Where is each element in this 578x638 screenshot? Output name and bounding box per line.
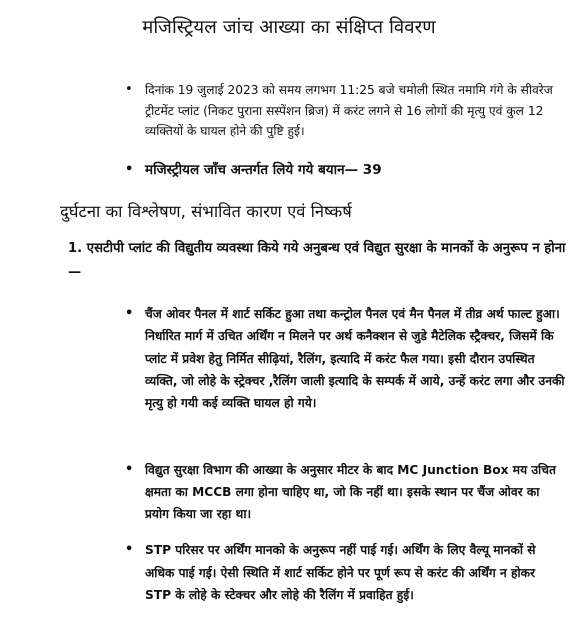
bullet-icon: • bbox=[125, 82, 133, 97]
list-item bbox=[125, 80, 565, 142]
list-item bbox=[125, 459, 565, 525]
list-item bbox=[125, 160, 565, 181]
bullet-icon: • bbox=[125, 462, 134, 477]
bullet-text: STP परिसर पर अर्थिंग मानको के अनुरूप नहीं पाई गई। अर्थिंग के लिए वैल्यू मानकों से अधिक पाई गई। ऐसी स्थिति में शार्ट सर्किट होने पर पूर्ण रूप से करंट की अर्थिंग न होकर STP के लोहे के स्टेक्चर और लोहे की रैलिंग में प्रवाहित हुई। bbox=[145, 543, 536, 603]
bullet-text: दिनांक 19 जुलाई 2023 को समय लगभग 11:25 बजे चमोली स्थित नमामि गंगे के सीवरेज ट्रीटमेंट प्लांट (निकट पुराना सस्पेंशन ब्रिज) में करंट लगने से 16 लोगों की मृत्यु एवं कुल 12 व्यक्तियों के घायल होने की पुष्टि हुई। bbox=[145, 83, 553, 138]
bullet-text: चैंज ओवर पैनल में शार्ट सर्किट हुआ तथा कन्ट्रोल पैनल एवं मैन पैनल में तीव्र अर्थ फाल्ट हुआ। निर्धारित मार्ग में उचित अर्थिंग न मिलने पर अर्थ कनैक्शन से जुडे मैटेलिक स्ट्रैक्चर, जिसमें कि प्लांट में प्रवेश हेतु निर्मित सीढ़ियां, रैलिंग, इत्यादि में करंट फैल गया। इसी दौरान उपस्थित व्यक्ति, जो लोहे के स्ट्रेक्चर ,रैलिंग जाली इत्यादि के सम्पर्क में आये, उन्हें करंट लगा और उनकी मृत्यु हो गयी कई व्यक्ति घायल हो गये। bbox=[145, 307, 565, 411]
bullet-icon: • bbox=[125, 306, 134, 321]
bullet-icon: • bbox=[125, 162, 134, 177]
point-heading: 1. एसटीपी प्लांट की विद्युतीय व्यवस्था किये गये अनुबन्ध एवं विद्युत सुरक्षा के मानकों के अनुरूप न होना— bbox=[68, 241, 566, 280]
bullet-icon: • bbox=[125, 542, 134, 557]
bullet-text: विद्युत सुरक्षा विभाग की आख्या के अनुसार मीटर के बाद MC Junction Box मय उचित क्षमता का MCCB लगा होना चाहिए था, जो कि नहीं था। इसके स्थान पर चैंज ओवर का प्रयोग किया जा रहा था। bbox=[145, 463, 556, 521]
list-item bbox=[125, 303, 565, 414]
list-item bbox=[125, 539, 565, 607]
bullet-text: मजिस्ट्रीयल जाँच अन्तर्गत लिये गये बयान— 39 bbox=[145, 162, 382, 178]
section-heading: दुर्घटना का विश्लेषण, संभावित कारण एवं निष्कर्ष bbox=[60, 202, 352, 221]
page-title: मजिस्ट्रियल जांच आख्या का संक्षिप्त विवरण bbox=[142, 17, 436, 38]
